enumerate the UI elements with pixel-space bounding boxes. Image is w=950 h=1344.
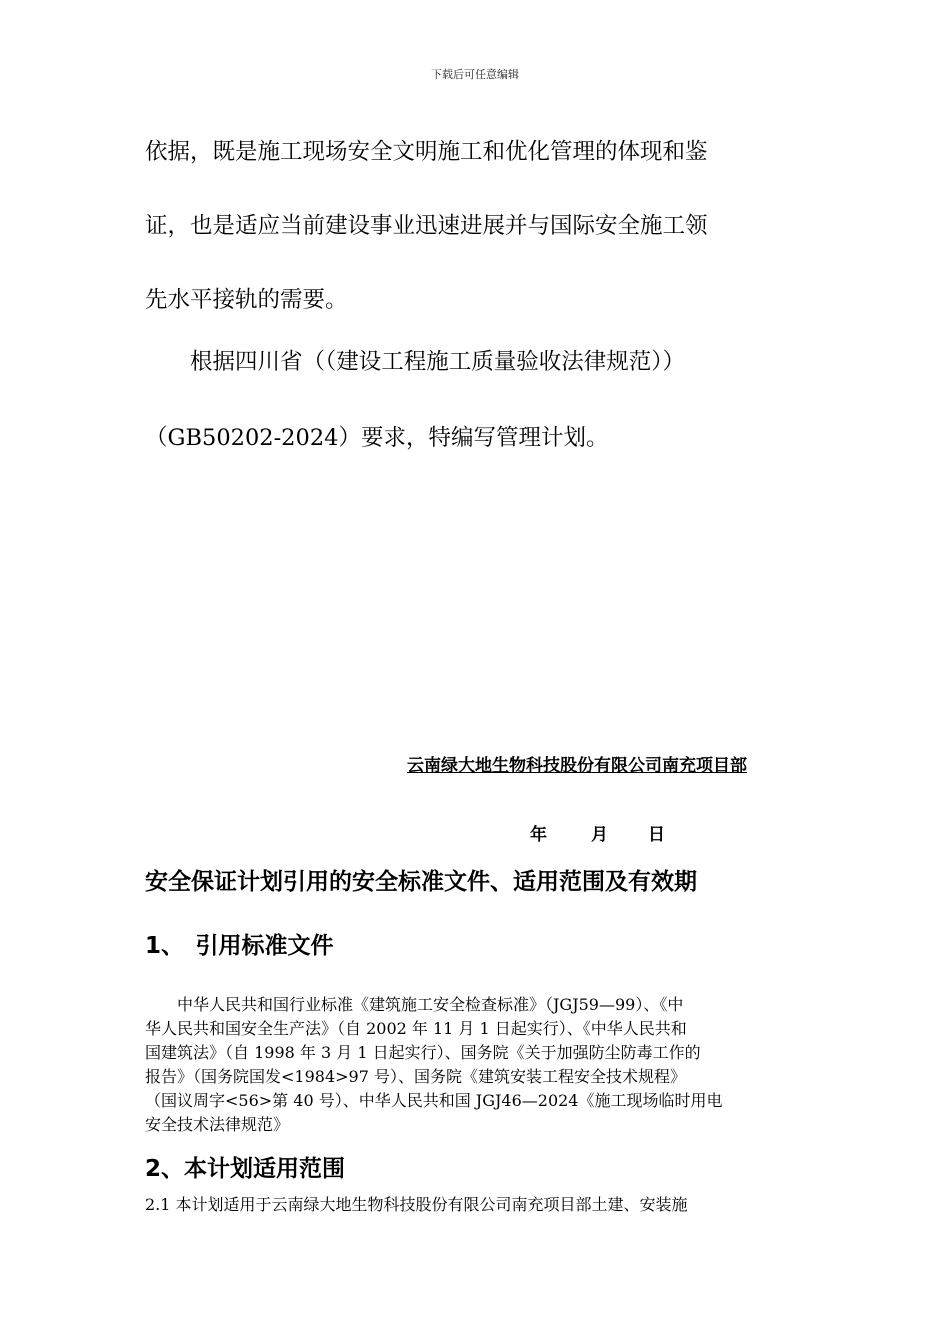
section-1-line-4: 报告》（国务院国发<1984>97 号）、国务院《建筑安装工程安全技术规程》 (145, 1067, 686, 1086)
page-header: 下载后可任意编辑 (431, 68, 519, 81)
intro-line-2: 证，也是适应当前建设事业迅速进展并与国际安全施工领 (145, 213, 708, 239)
section-2-heading: 2、本计划适用范围 (145, 1156, 346, 1182)
section-1-line-2: 华人民共和国安全生产法》（自 2002 年 11 月 1 日起实行）、《中华人民共和 (145, 1019, 687, 1038)
intro-line-5: （GB50202-2024）要求，特编写管理计划。 (145, 425, 609, 451)
intro-line-3: 先水平接轨的需要。 (145, 287, 348, 313)
section-1-line-5: （国议周字<56>第 40 号）、中华人民共和国 JGJ46—2024《施工现场临时用电 (145, 1091, 723, 1110)
intro-line-4: 根据四川省（（建设工程施工质量验收法律规范）） (145, 349, 686, 375)
intro-line-1: 依据，既是施工现场安全文明施工和优化管理的体现和鉴 (145, 139, 708, 165)
section-1-heading: 1、 引用标准文件 (145, 933, 334, 959)
date-month: 月 (591, 825, 608, 845)
date-year: 年 (530, 825, 547, 845)
section-1-line-6: 安全技术法律规范》 (145, 1115, 290, 1134)
section-1-line-3: 国建筑法》（自 1998 年 3 月 1 日起实行）、国务院《关于加强防尘防毒工作的 (145, 1043, 701, 1062)
section-title: 安全保证计划引用的安全标准文件、适用范围及有效期 (145, 869, 697, 895)
company-signature: 云南绿大地生物科技股份有限公司南充项目部 (407, 756, 747, 776)
signature-date (530, 820, 665, 845)
section-2-line-1: 2.1 本计划适用于云南绿大地生物科技股份有限公司南充项目部土建、安装施 (145, 1195, 688, 1214)
date-day: 日 (648, 825, 665, 845)
section-1-line-1: 中华人民共和国行业标准《建筑施工安全检查标准》（JGJ59—99）、《中 (145, 995, 684, 1014)
